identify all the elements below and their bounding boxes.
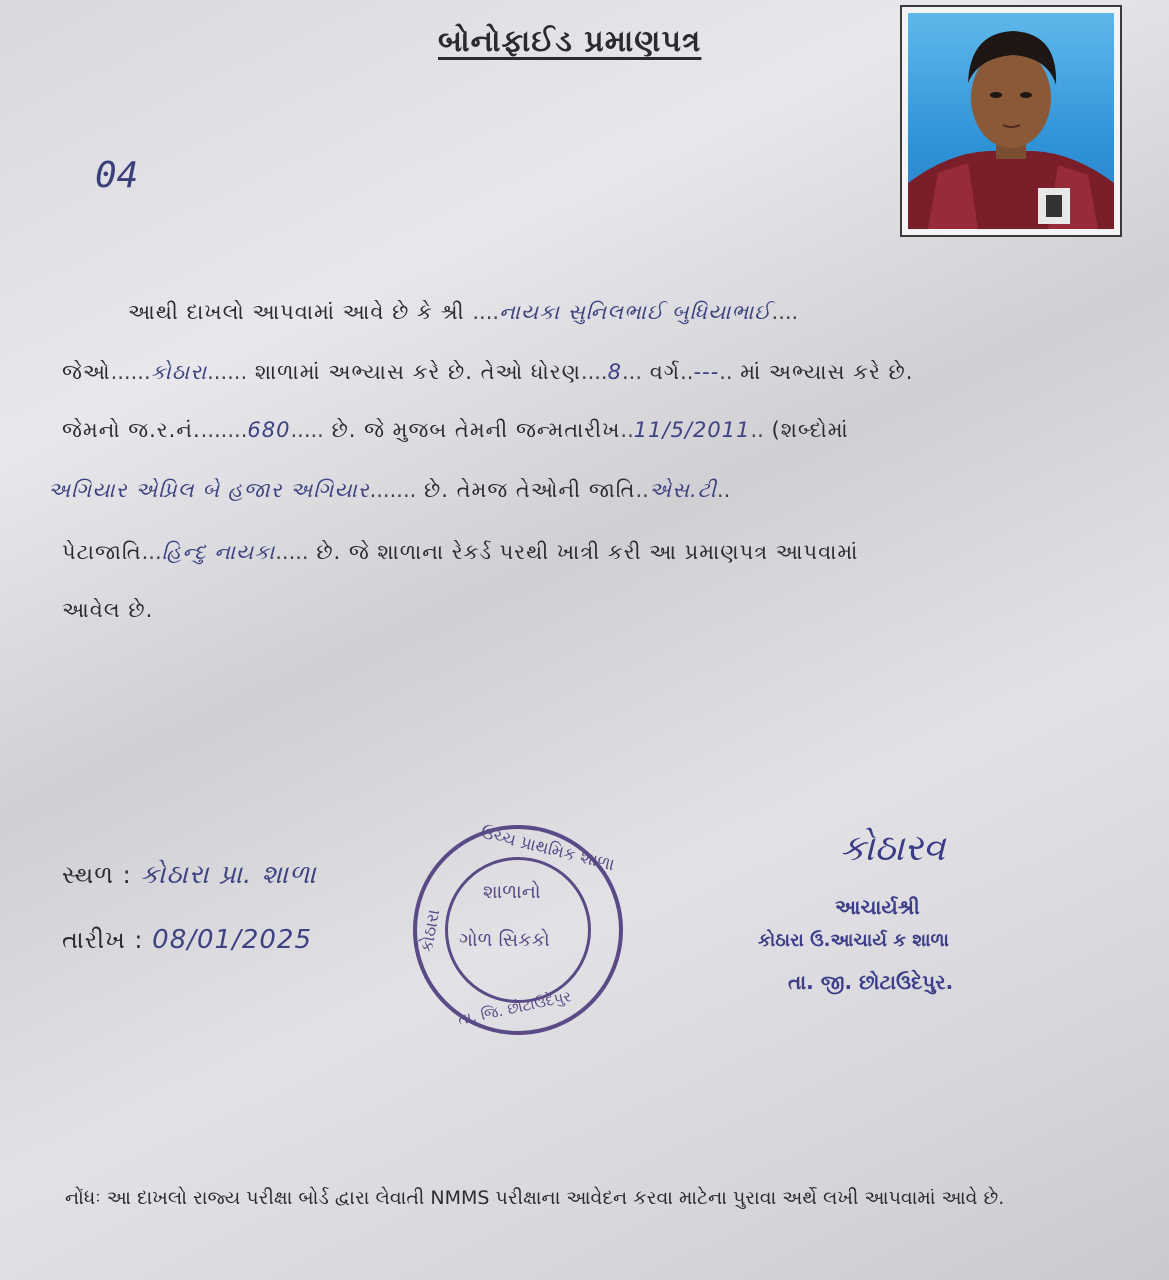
- place-label: સ્થળ :: [62, 861, 132, 889]
- line3-suffix: (શબ્દોમાં: [771, 418, 849, 442]
- birth-date-words-field: અગિયાર એપ્રિલ બે હજાર અગિયાર: [48, 478, 370, 502]
- line4-mid: છે. તેમજ તેઓની જાતિ: [424, 478, 636, 502]
- body-line-4: અગિયાર એપ્રિલ બે હજાર અગિયાર....... છે. તેમજ તેઓની જાતિ..એસ.ટી..: [48, 478, 731, 502]
- line2-prefix: જેઓ: [62, 360, 111, 384]
- principal-title: આચાર્યશ્રી: [835, 895, 920, 919]
- body-line-2: જેઓ......કોઠારા...... શાળામાં અભ્યાસ કરે છે. તેઓ ધોરણ....8... વર્ગ..---.. માં અભ્યાસ કરે છે.: [62, 360, 914, 384]
- line2-mid2: વર્ગ: [649, 360, 681, 384]
- line5-suffix: છે. જે શાળાના રેકર્ડ પરથી ખાત્રી કરી આ પ્રમાણપત્ર આપવામાં: [316, 540, 859, 564]
- division-field: ---: [693, 360, 720, 384]
- serial-number: 04: [95, 155, 139, 196]
- place-value: કોઠારા પ્રા. શાળા: [140, 860, 317, 890]
- line2-mid: શાળામાં અભ્યાસ કરે છે. તેઓ ધોરણ: [254, 360, 581, 384]
- body-line-1: આથી દાખલો આપવામાં આવે છે કે શ્રી ....નાયકા સુનિલભાઈ બુધિયાભાઈ....: [128, 300, 799, 324]
- caste-field: એસ.ટી: [648, 478, 717, 502]
- sub-caste-field: હિન્દુ નાયકા: [161, 540, 276, 564]
- principal-school: કોઠારા ઉ.આચાર્ય ક શાળા: [758, 930, 949, 951]
- student-name-field: નાયકા સુનિલભાઈ બુધિયાભાઈ: [499, 300, 772, 324]
- line2-suffix: માં અભ્યાસ કરે છે.: [740, 360, 914, 384]
- birth-date-field: 11/5/2011: [633, 418, 751, 442]
- gr-number-field: 680: [247, 418, 291, 442]
- body-line-5: પેટાજાતિ...હિન્દુ નાયકા..... છે. જે શાળાના રેકર્ડ પરથી ખાત્રી કરી આ પ્રમાણપત્ર આપવામાં: [62, 540, 859, 564]
- line1-prefix: આથી દાખલો આપવામાં આવે છે કે શ્રી: [128, 300, 465, 324]
- student-portrait: [908, 13, 1114, 229]
- school-name-field: કોઠારા: [150, 360, 208, 384]
- date-label: તારીખ :: [62, 926, 144, 954]
- line3-mid: છે. જે મુજબ તેમની જન્મતારીખ: [331, 418, 621, 442]
- stamp-center-line2: ગોળ સિકકો: [459, 929, 550, 951]
- line5-prefix: પેટાજાતિ: [62, 540, 142, 564]
- body-line-3: જેમનો જ.ર.નં........680..... છે. જે મુજબ તેમની જન્મતારીખ..11/5/2011.. (શબ્દોમાં: [62, 418, 849, 442]
- stamp-top-arc: ઉચ્ચ પ્રાથમિક શાળા: [478, 822, 617, 876]
- certificate-title: બોનોફાઈડ પ્રમાણપત્ર: [438, 24, 702, 59]
- place-row: [62, 860, 317, 891]
- standard-field: 8: [607, 360, 622, 384]
- line3-prefix: જેમનો જ.ર.નં.: [62, 418, 201, 442]
- footer-note: નોંધઃ આ દાખલો રાજ્ય પરીક્ષા બોર્ડ દ્વારા લેવાતી NMMS પરીક્ષાના આવેદન કરવા માટેના પુરાવા અર્થે લખી આપવામાં આવે છે.: [65, 1187, 1005, 1209]
- body-line-6: આવેલ છે.: [62, 598, 154, 622]
- stamp-center-line1: શાળાનો: [483, 881, 541, 903]
- stamp-left-arc: કોઠારા: [417, 907, 445, 955]
- stamp-bottom-arc: તા. જિ. છોટાઉદેપુર: [456, 987, 573, 1029]
- date-value: 08/01/2025: [152, 925, 313, 955]
- principal-location: તા. જી. છોટાઉદેપુર.: [788, 970, 954, 994]
- school-stamp: [413, 822, 623, 1035]
- date-row: [62, 925, 312, 955]
- student-photo: [900, 5, 1122, 237]
- principal-signature: કોઠારવ: [840, 828, 946, 869]
